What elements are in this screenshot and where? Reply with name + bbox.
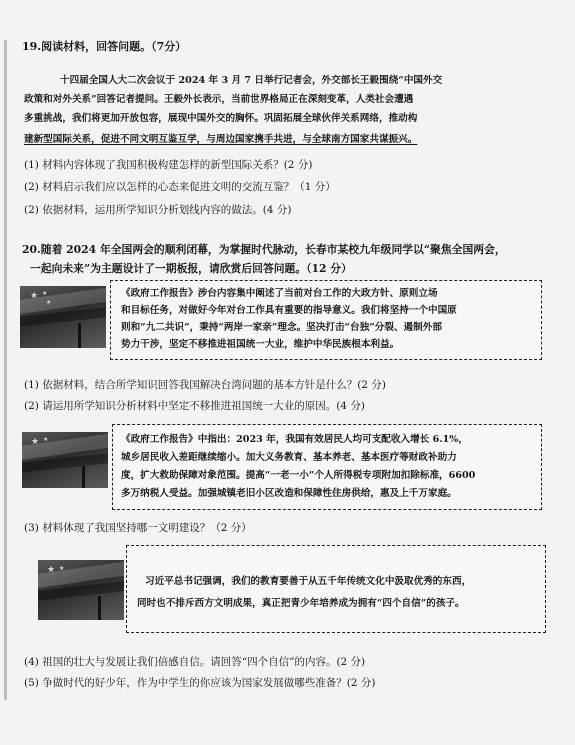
national-flag-image-1: ★ ★ ★ bbox=[20, 286, 106, 348]
box2-line-2: 城乡居民收入差距继续缩小。加大义务教育、基本养老、基本医疗等财政补助力 bbox=[121, 452, 457, 463]
q19-question-1: (1) 材料内容体现了我国积极构建怎样的新型国际关系？(2 分) bbox=[24, 159, 313, 171]
national-flag-image-3: ★ ★ bbox=[38, 560, 124, 620]
material-box-education bbox=[126, 545, 546, 633]
q19-question-3: (2) 依据材料，运用所学知识分析划线内容的做法。(4 分) bbox=[24, 204, 292, 216]
q20-question-3: (3) 材料体现了我国坚持哪一文明建设？（2 分） bbox=[24, 522, 252, 534]
box1-line-3: 则和“九二共识”，秉持“两岸一家亲”理念。坚决打击“台独”分裂、遏制外部 bbox=[121, 322, 442, 333]
q20-question-4: (4) 祖国的壮大与发展让我们倍感自信。请回答“四个自信”的内容。(2 分) bbox=[24, 656, 366, 668]
q20-intro-line-2: 一起向未来”为主题设计了一期板报，请欣赏后回答问题。（12 分） bbox=[30, 262, 352, 275]
material-box-taiwan bbox=[110, 280, 542, 360]
box1-line-4: 势力干涉，坚定不移推进祖国统一大业，维护中华民族根本利益。 bbox=[121, 339, 400, 350]
box2-line-4: 多万纳税人受益。加强城镇老旧小区改造和保障性住房供给，惠及上千万家庭。 bbox=[121, 488, 457, 499]
q19-material-line-2: 政策和对外关系”回答记者提问。王毅外长表示，当前世界格局正在深刻变革，人类社会遭遇 bbox=[24, 94, 414, 105]
q19-material-line-1: 十四届全国人大二次会议于 2024 年 3 月 7 日举行记者会，外交部长王毅围绕“中国外交 bbox=[60, 75, 443, 86]
material-box-livelihood bbox=[112, 424, 542, 510]
box1-line-1: 《政府工作报告》涉台内容集中阐述了当前对台工作的大政方针、原则立场 bbox=[121, 288, 438, 299]
q20-question-1: (1) 依据材料，结合所学知识回答我国解决台湾问题的基本方针是什么？(2 分) bbox=[24, 379, 386, 391]
q20-question-2: (2) 请运用所学知识分析材料中坚定不移推进祖国统一大业的原因。(4 分) bbox=[24, 400, 365, 412]
box3-line-1: 习近平总书记强调，我们的教育要善于从五千年传统文化中汲取优秀的东西， bbox=[145, 576, 472, 587]
q19-material-line-3-text: 多重挑战，我们将更加开放包容，展现中国外交的胸怀。巩固拓展全球伙伴关系网络，推动构 bbox=[24, 113, 418, 124]
box2-line-1: 《政府工作报告》中指出：2023 年，我国有效居民人均可支配收入增长 6.1%， bbox=[121, 434, 468, 445]
binding-shadow bbox=[4, 40, 7, 700]
box3-line-2: 同时也不排斥西方文明成果，真正把青少年培养成为拥有“四个自信”的孩子。 bbox=[137, 598, 465, 609]
q20-intro-line-1: 20.随着 2024 年全国两会的顺利闭幕，为掌握时代脉动，长春市某校九年级同学以“聚焦全国两会， bbox=[22, 243, 506, 256]
national-flag-image-2: ★ ★ bbox=[22, 432, 108, 488]
q19-title: 19.阅读材料，回答问题。（7分） bbox=[22, 40, 187, 53]
box1-line-2: 和目标任务，对做好今年对台工作具有重要的指导意义。我们将坚持一个中国原 bbox=[121, 305, 457, 316]
q20-question-5: (5) 争做时代的好少年，作为中学生的你应该为国家发展做哪些准备？(2 分) bbox=[24, 677, 376, 689]
q19-material-line-4: 建新型国际关系，促进不同文明互鉴互学，与周边国家携手共进，与全球南方国家共谋振兴。 bbox=[24, 134, 418, 145]
q19-question-2: (2) 材料启示我们应以怎样的心态来促进文明的交流互鉴？（1 分） bbox=[24, 181, 336, 193]
box2-line-3: 度，扩大救助保障对象范围。提高“一老一小”个人所得税专项附加扣除标准，6600 bbox=[121, 470, 476, 481]
q19-material-line-3 bbox=[24, 112, 417, 126]
